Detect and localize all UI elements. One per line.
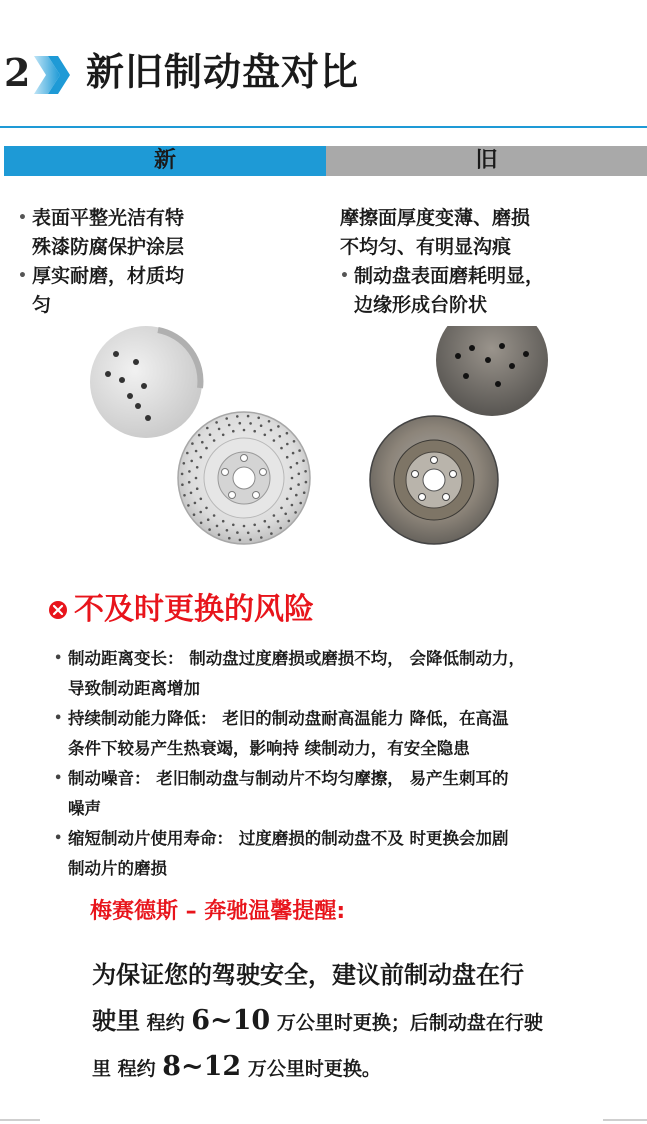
section-number: 2 xyxy=(4,50,31,95)
risk-list xyxy=(54,644,634,884)
list-item: • 制动距离变长： 制动盘过度磨损或磨损不均， 会降低制动力， 导致制动距离增加 xyxy=(54,644,634,704)
mileage-rear: 8~12 xyxy=(162,1051,242,1082)
bullet-icon: • xyxy=(18,268,27,284)
header-divider xyxy=(0,126,647,128)
list-item: • 制动噪音： 老旧制动盘与制动片不均匀摩擦， 易产生刺耳的 噪声 xyxy=(54,764,634,824)
old-column-header: 旧 xyxy=(326,146,647,176)
list-item: • 制动盘表面磨耗明显， 边缘形成台阶状 xyxy=(340,262,640,320)
new-features-list xyxy=(18,204,318,320)
mileage-front: 6~10 xyxy=(191,1005,271,1036)
footer-divider xyxy=(603,1119,647,1121)
risk-title: 不及时更换的风险 xyxy=(74,592,314,627)
list-item: • 缩短制动片使用寿命： 过度磨损的制动盘不及 时更换会加剧 制动片的磨损 xyxy=(54,824,634,884)
reminder-body xyxy=(92,952,632,1090)
error-circle-icon xyxy=(48,600,68,620)
chevron-right-icon xyxy=(30,54,74,96)
list-item: • 表面平整光洁有特 殊漆防腐保护涂层 xyxy=(18,204,318,262)
bullet-icon: • xyxy=(18,210,27,226)
old-disc-image xyxy=(362,326,552,558)
list-item: • 厚实耐磨，材质均 匀 xyxy=(18,262,318,320)
page-header xyxy=(0,0,647,130)
page-title: 新旧制动盘对比 xyxy=(86,50,360,94)
bullet-icon: • xyxy=(54,651,63,666)
old-features-list xyxy=(340,204,640,320)
list-item: • 持续制动能力降低： 老旧的制动盘耐高温能力 降低，在高温 条件下较易产生热衰竭，影响持 续制动力，有安全隐患 xyxy=(54,704,634,764)
old-intro: 摩擦面厚度变薄、磨损 不均匀、有明显沟痕 xyxy=(340,207,531,258)
bullet-icon: • xyxy=(54,771,63,786)
new-disc-image xyxy=(88,326,324,558)
bullet-icon: • xyxy=(340,268,349,284)
reminder-title: 梅赛德斯 – 奔驰温馨提醒: xyxy=(90,899,346,924)
bullet-icon: • xyxy=(54,711,63,726)
footer-divider xyxy=(0,1119,40,1121)
bullet-icon: • xyxy=(54,831,63,846)
new-column-header: 新 xyxy=(4,146,326,176)
reminder-line: 里 程约 8~12 万公里时更换。 xyxy=(92,1051,381,1082)
reminder-line: 驶里 程约 6~10 万公里时更换；后制动盘在行驶 xyxy=(92,1005,543,1036)
reminder-line: 为保证您的驾驶安全，建议前制动盘在行 xyxy=(92,961,524,989)
